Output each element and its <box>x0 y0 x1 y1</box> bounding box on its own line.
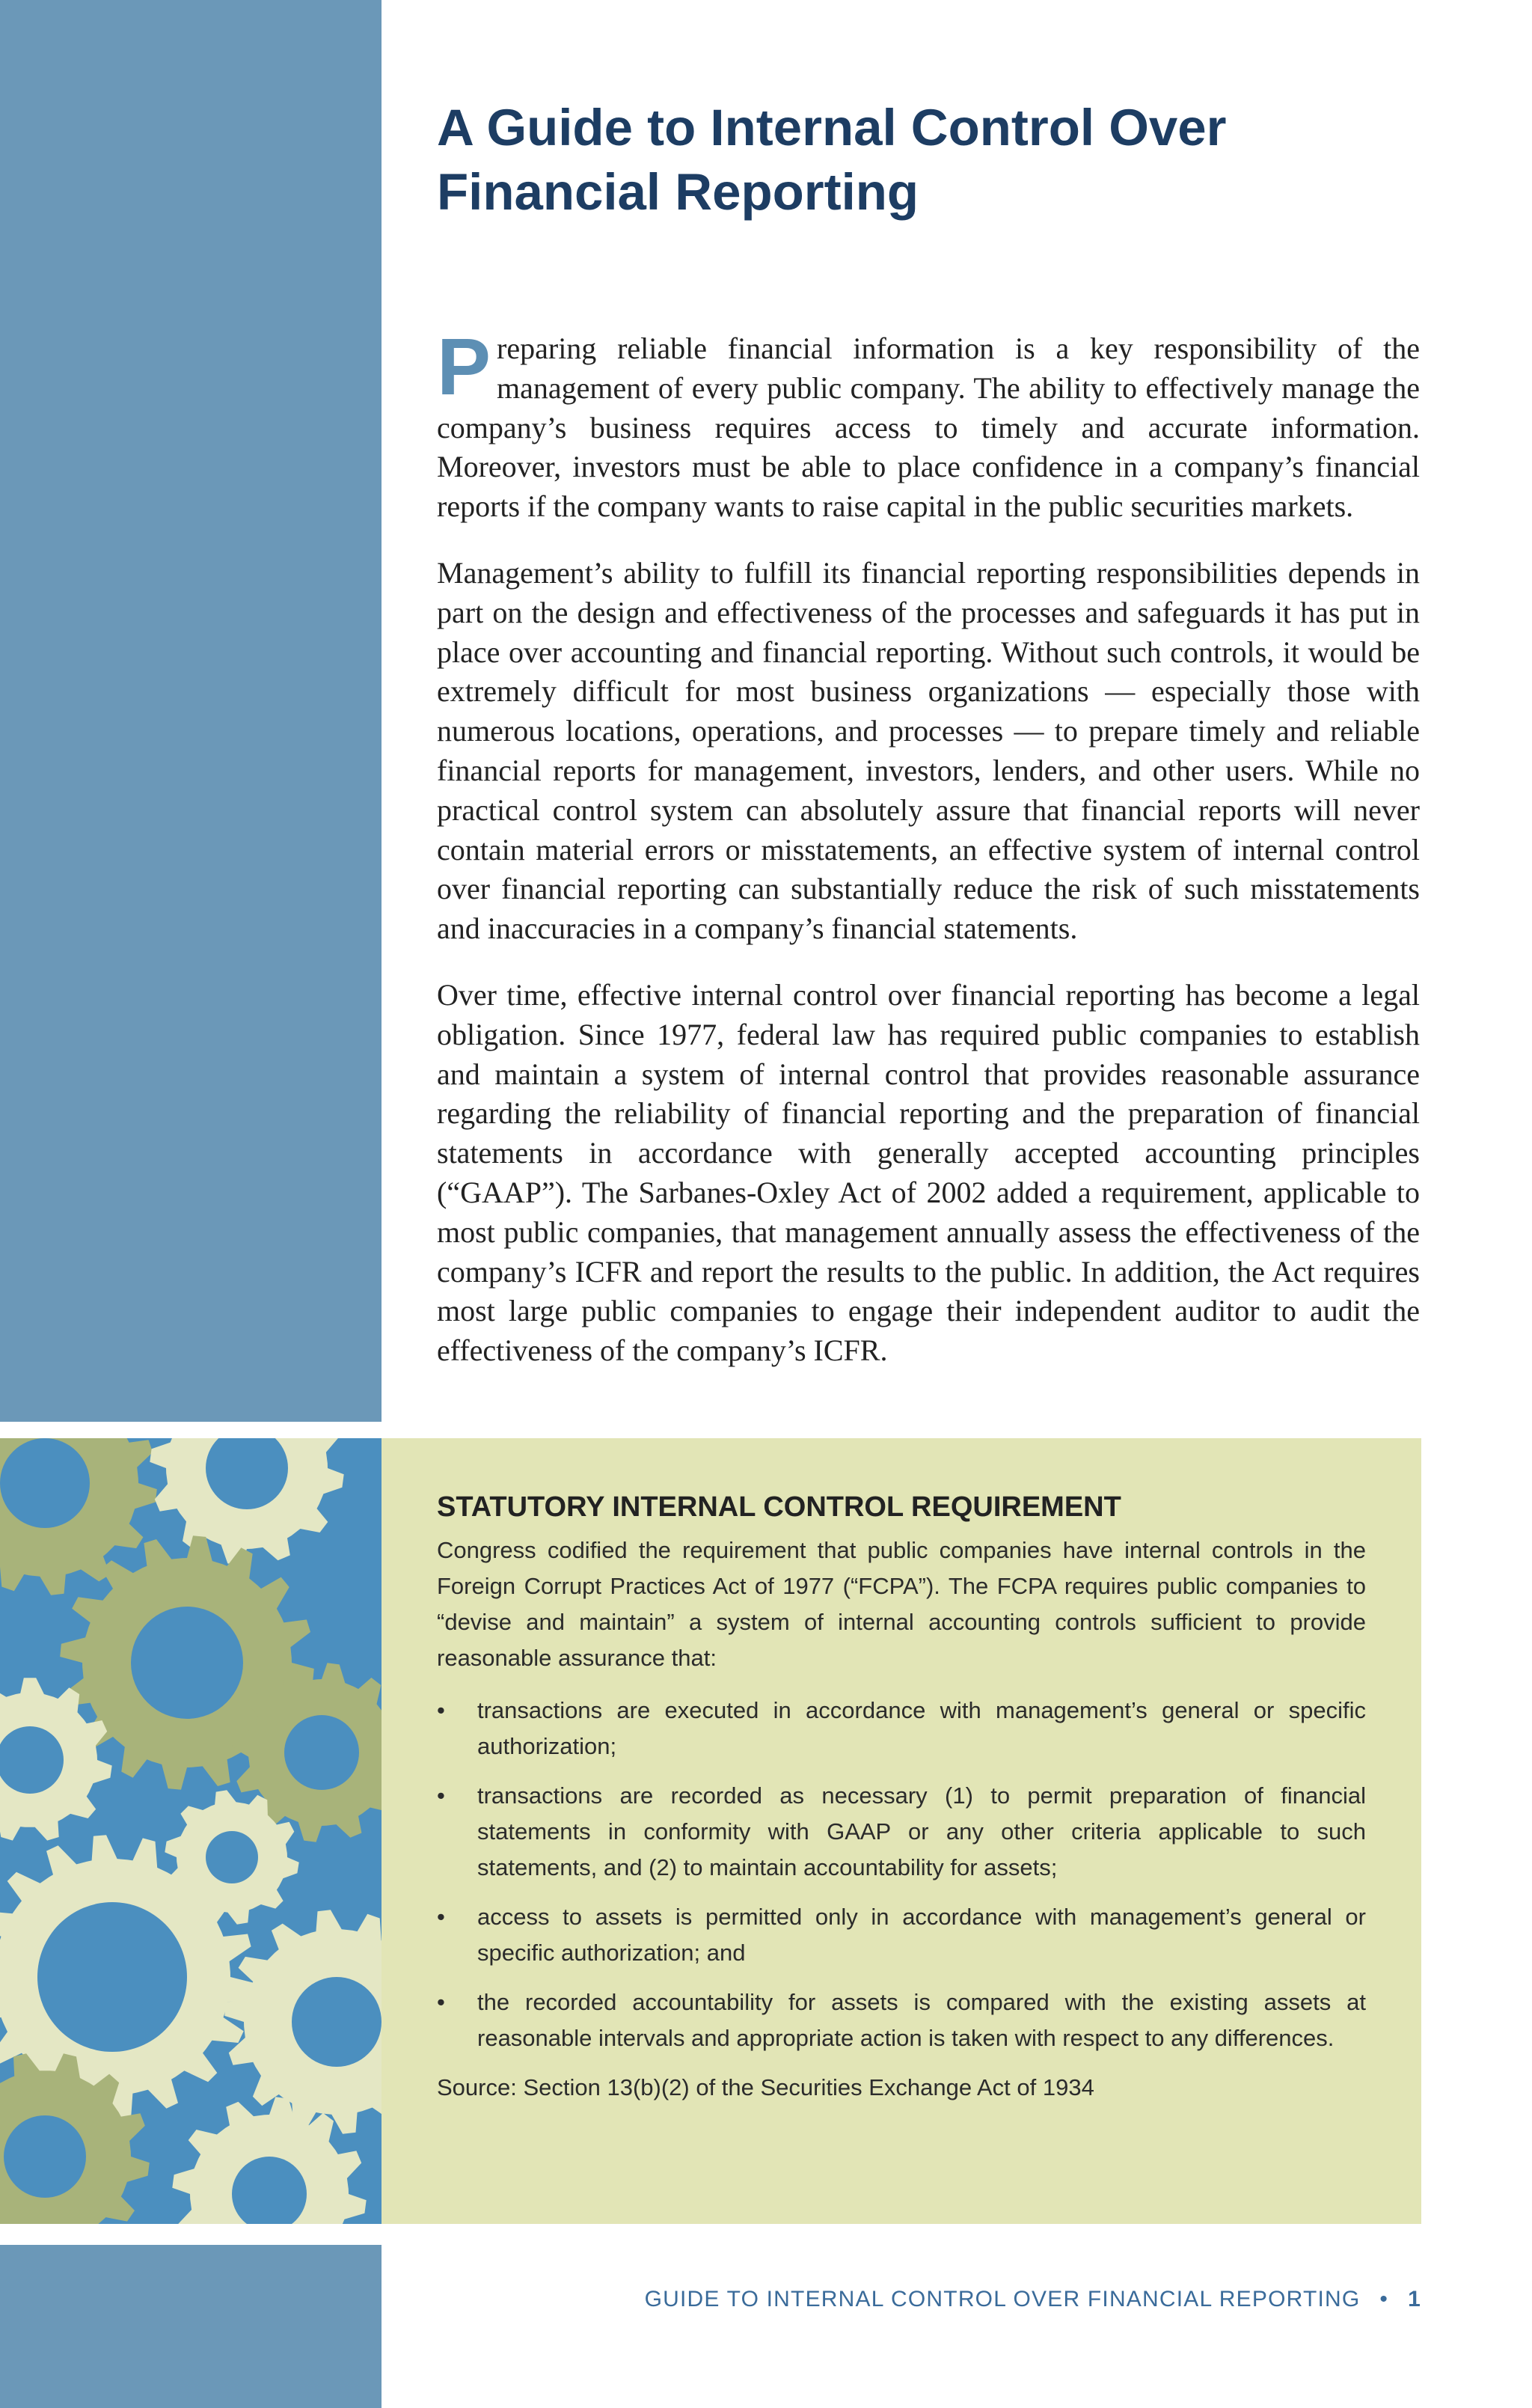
gear-hole <box>37 1902 187 2052</box>
bullet-icon: • <box>437 1782 445 1809</box>
source-citation: Source: Section 13(b)(2) of the Securities Exchange Act of 1934 <box>437 2074 1094 2100</box>
paragraph-2: Management’s ability to fulfill its financial reporting responsibilities depends in part on the design and effectiveness of the processes and safeguards it has put in place over accounting and financial reporting. Without such controls, it would be extremely difficult for most business organizations — especially those with numerous locations, operations, and processes — to prepare timely and reliable financial reports for management, investors, lenders, and other users. While no practical control system can absolutely assure that financial reports will never contain material errors or misstatements, an effective system of internal control over financial reporting can substantially reduce the risk of such misstatements and inaccuracies in a company’s financial statements. <box>437 555 1420 946</box>
page-title: A Guide to Internal Control Over Financial Reporting <box>437 99 1227 221</box>
statutory-requirement-box <box>382 1438 1421 2224</box>
paragraph-1-text: reparing reliable financial information is a key responsibility of the management of every public company. The ability to effectively manage the company’s business requires access to timely and accurate information. Moreover, investors must be able to place confidence in a company’s financial reports if the company wants to raise capital in the public securities markets. <box>437 331 1420 524</box>
list-item: • access to assets is permitted only in accordance with management’s general or specific authorization; and <box>437 1899 1366 1971</box>
gear-hole <box>284 1715 359 1790</box>
list-item: • the recorded accountability for assets is compared with the existing assets at reasonable intervals and appropriate action is taken with respect to any differences. <box>437 1984 1366 2056</box>
gears-illustration <box>0 1438 382 2224</box>
gear-hole <box>206 1831 258 1883</box>
page-footer <box>645 2287 1421 2312</box>
left-accent-bar <box>0 0 382 1422</box>
page-number: 1 <box>1408 2287 1421 2311</box>
gear-hole <box>4 2115 86 2198</box>
article-body <box>437 321 1420 1398</box>
bullet-icon: • <box>437 1904 445 1930</box>
requirements-list <box>437 1693 1366 2056</box>
bullet-icon: • <box>437 1697 445 1723</box>
paragraph-1 <box>437 321 1420 527</box>
running-title: GUIDE TO INTERNAL CONTROL OVER FINANCIAL REPORTING <box>644 2287 1361 2311</box>
list-item: • transactions are recorded as necessary (1) to permit preparation of financial statements in conformity with GAAP or any other criteria applicable to such statements, and (2) to maintain accountability for assets; <box>437 1778 1366 1886</box>
footer-separator: • <box>1379 2287 1389 2311</box>
paragraph-3: Over time, effective internal control over financial reporting has become a legal obligation. Since 1977, federal law has required public companies to establish and maintain a system of internal control that provides reasonable assurance regarding the reliability of financial reporting and the preparation of financial statements in accordance with generally accepted accounting principles (“GAAP”). The Sarbanes-Oxley Act of 2002 added a requirement, applicable to most public companies, that management annually assess the effectiveness of the company’s ICFR and report the results to the public. In addition, the Act requires most large public companies to engage their independent auditor to audit the effectiveness of the company’s ICFR. <box>437 977 1420 1368</box>
sidebar-intro: Congress codified the requirement that public companies have internal controls in the Foreign Corrupt Practices Act of 1977 (“FCPA”). The FCPA requires public companies to “devise and maintain” a system of internal accounting controls sufficient to provide reasonable assurance that: <box>437 1537 1366 1671</box>
bullet-icon: • <box>437 1989 445 2015</box>
drop-cap: P <box>437 321 491 412</box>
sidebar-heading: STATUTORY INTERNAL CONTROL REQUIREMENT <box>437 1491 1121 1523</box>
gear-hole <box>292 1977 382 2067</box>
gear-hole <box>131 1607 243 1719</box>
list-item: • transactions are executed in accordance with management’s general or specific authorization; <box>437 1693 1366 1764</box>
gear-hole <box>0 1438 90 1528</box>
left-accent-bar-bottom <box>0 2245 382 2408</box>
